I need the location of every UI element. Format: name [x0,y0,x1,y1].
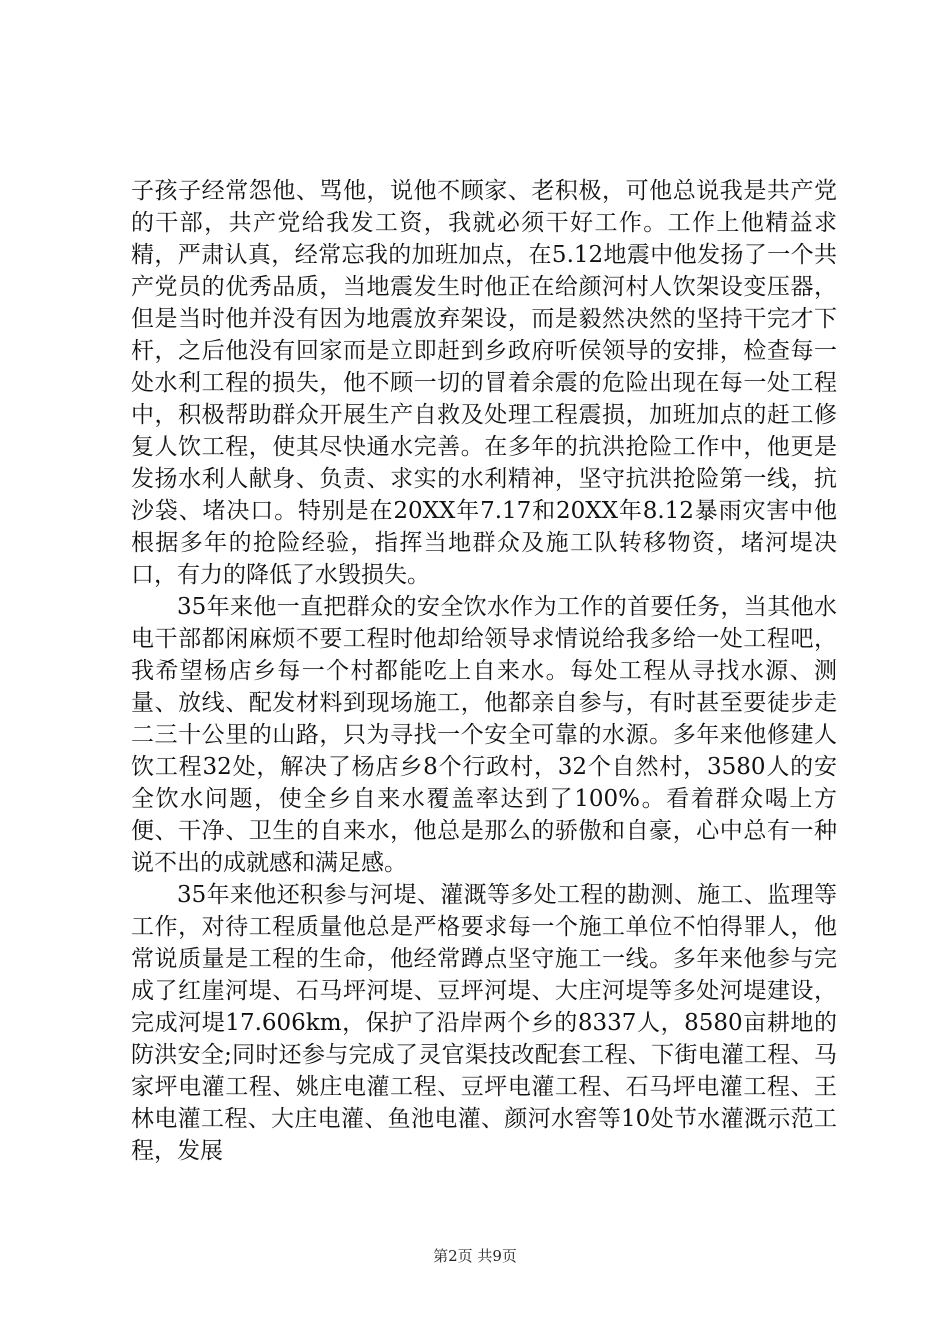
page-number-footer: 第2页 共9页 [433,1247,517,1265]
paragraph-3: 35年来他还积参与河堤、灌溉等多处工程的勘测、施工、监理等工作，对待工程质量他总是严格要求每一个施工单位不怕得罪人，他常说质量是工程的生命，他经常蹲点坚守施工一线。多年来他参与完成了红崖河堤、石马坪河堤、豆坪河堤、大庄河堤等多处河堤建设，完成河堤17.606km，保护了沿岸两个乡的8337人，8580亩耕地的防洪安全;同时还参与完成了灵官渠技改配套工程、下街电灌工程、马家坪电灌工程、姚庄电灌工程、豆坪电灌工程、石马坪电灌工程、王林电灌工程、大庄电灌、鱼池电灌、颜河水窖等10处节水灌溉示范工程，发展 [131,882,837,1164]
document-body [131,175,837,1167]
paragraph-2: 35年来他一直把群众的安全饮水作为工作的首要任务，当其他水电干部都闲麻烦不要工程时他却给领导求情说给我多给一处工程吧，我希望杨店乡每一个村都能吃上自来水。每处工程从寻找水源、测量、放线、配发材料到现场施工，他都亲自参与，有时甚至要徒步走二三十公里的山路，只为寻找一个安全可靠的水源。多年来他修建人饮工程32处，解决了杨店乡8个行政村，32个自然村，3580人的安全饮水问题，使全乡自来水覆盖率达到了100%。看着群众喝上方便、干净、卫生的自来水，他总是那么的骄傲和自豪，心中总有一种说不出的成就感和满足感。 [131,594,837,876]
paragraph-1: 子孩子经常怨他、骂他，说他不顾家、老积极，可他总说我是共产党的干部，共产党给我发工资，我就必须干好工作。工作上他精益求精，严肃认真，经常忘我的加班加点，在5.12地震中他发扬了一个共产党员的优秀品质，当地震发生时他正在给颜河村人饮架设变压器，但是当时他并没有因为地震放弃架设，而是毅然决然的坚持干完才下杆，之后他没有回家而是立即赶到乡政府听侯领导的安排，检查每一处水利工程的损失，他不顾一切的冒着余震的危险出现在每一处工程中，积极帮助群众开展生产自救及处理工程震损，加班加点的赶工修复人饮工程，使其尽快通水完善。在多年的抗洪抢险工作中，他更是发扬水利人献身、负责、求实的水利精神，坚守抗洪抢险第一线，抗沙袋、堵决口。特别是在20XX年7.17和20XX年8.12暴雨灾害中他根据多年的抢险经验，指挥当地群众及施工队转移物资，堵河堤决口，有力的降低了水毁损失。 [131,178,837,588]
